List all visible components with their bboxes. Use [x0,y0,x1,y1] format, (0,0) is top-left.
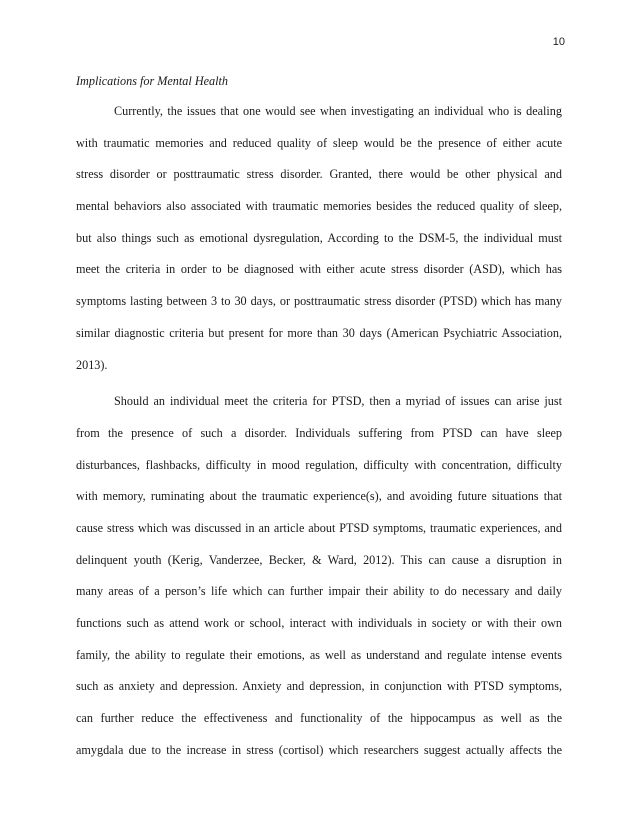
text-line: symptoms lasting between 3 to 30 days, or posttraumatic stress disorder (PTSD) which has many [76,294,562,309]
page-number: 10 [552,36,565,48]
text-line: many areas of a person’s life which can further impair their ability to do necessary and daily [76,584,562,599]
text-line: functions such as attend work or school, interact with individuals in society or with their own [76,616,562,630]
text-line: Currently, the issues that one would see when investigating an individual who is dealing [114,104,562,118]
text-line: cause stress which was discussed in an article about PTSD symptoms, traumatic experiences, and [76,520,562,535]
text-line: can further reduce the effectiveness and functionality of the hippocampus as well as the [76,711,562,726]
section-heading: Implications for Mental Health [76,74,228,88]
text-line: similar diagnostic criteria but present for more than 30 days (American Psychiatric Association, [76,325,562,340]
text-line: disturbances, flashbacks, difficulty in mood regulation, difficulty with concentration, difficulty [76,457,562,472]
paragraph-2 [76,394,562,774]
text-line: such as anxiety and depression. Anxiety and depression, in conjunction with PTSD symptoms, [76,679,562,694]
document-body [76,74,562,774]
text-line: family, the ability to regulate their emotions, as well as understand and regulate intense events [76,647,562,662]
text-line: stress disorder or posttraumatic stress disorder. Granted, there would be other physical and [76,167,562,182]
text-line: with traumatic memories and reduced quality of sleep would be the presence of either acute [76,135,562,150]
text-line: but also things such as emotional dysregulation, According to the DSM-5, the individual must [76,230,562,245]
text-line: mental behaviors also associated with traumatic memories besides the reduced quality of sleep, [76,199,562,214]
text-line: 2013). [76,357,108,372]
text-line: delinquent youth (Kerig, Vanderzee, Becker, & Ward, 2012). This can cause a disruption in [76,552,562,567]
text-line: amygdala due to the increase in stress (cortisol) which researchers suggest actually affects the [76,742,562,757]
text-line: from the presence of such a disorder. Individuals suffering from PTSD can have sleep [76,425,562,440]
text-line: meet the criteria in order to be diagnosed with either acute stress disorder (ASD), which has [76,262,562,277]
text-line: with memory, ruminating about the traumatic experience(s), and avoiding future situations that [76,489,562,504]
paragraph-1 [76,104,562,389]
text-line: Should an individual meet the criteria for PTSD, then a myriad of issues can arise just [114,394,562,409]
